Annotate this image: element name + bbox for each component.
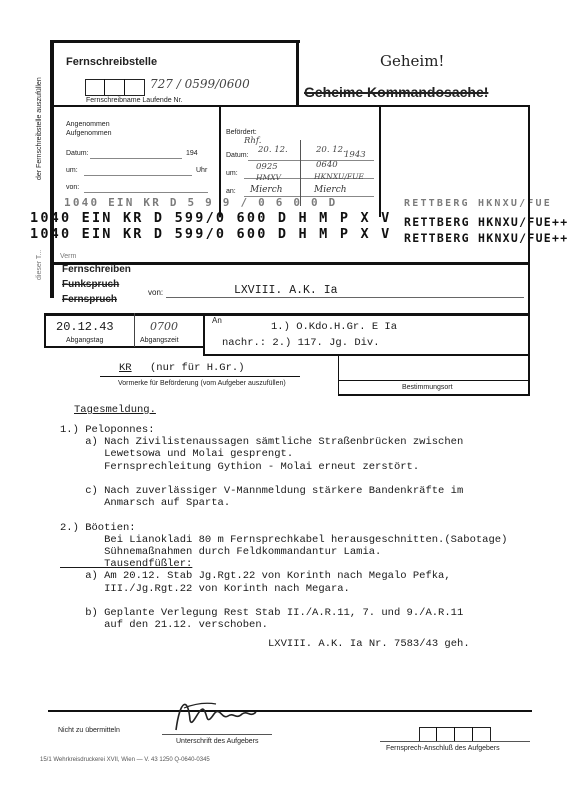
destination-left-border — [338, 354, 339, 394]
received-heading-2: Aufgenommen — [66, 130, 112, 137]
phone-box-divider — [454, 727, 455, 741]
teletype-line-1-left: 1040 EIN KR D 599/0 600 D H M P X V — [30, 210, 392, 226]
body-reference: LXVIII. A.K. Ia Nr. 7583/43 geh. — [268, 638, 470, 650]
left-border — [50, 40, 54, 298]
forwarded-datum-value-2: 20. 12. — [316, 145, 346, 155]
teletype-line-2-left: 1040 EIN KR D 599/0 600 D H M P X V — [30, 226, 392, 242]
forwarded-right-border — [379, 107, 381, 217]
received-heading-1: Angenommen — [66, 121, 110, 128]
remarks-caption: Vormerke für Beförderung (vom Aufgeber auszufüllen) — [118, 380, 286, 387]
received-year-label: 194 — [186, 150, 198, 157]
dispatch-divider — [134, 313, 135, 347]
office-title: Fernschreibstelle — [66, 56, 158, 68]
dispatch-right-divider — [203, 313, 205, 356]
dispatch-time-caption: Abgangszeit — [140, 337, 179, 344]
phone-box-divider — [436, 727, 437, 741]
footer-top-line — [48, 710, 532, 712]
body-line: b) Geplante Verlegung Rest Stab II./A.R.11, 7. und 9./A.R.11 — [60, 607, 464, 619]
remarks-priority: KR — [119, 362, 132, 374]
footer-phone-caption: Fernsprech-Anschluß des Aufgebers — [386, 745, 500, 752]
sender-label-3: Fernspruch — [62, 294, 118, 305]
dispatch-recipient-1: 1.) O.Kdo.H.Gr. E Ia — [271, 321, 398, 333]
forwarded-datum-line — [248, 160, 374, 161]
dispatch-an-label: An — [212, 316, 222, 325]
phone-line — [380, 741, 530, 742]
forwarded-heading: Befördert: — [226, 129, 257, 136]
sender-label-1: Fernschreiben — [62, 264, 131, 275]
body-line: Anmarsch auf Sparta. — [60, 497, 231, 510]
dispatch-time: 0700 — [150, 320, 178, 333]
forwarded-um-value-1: 0925 — [256, 162, 278, 172]
sender-value: LXVIII. A.K. Ia — [234, 284, 338, 297]
classification-struck: Geheime Kommandosache! — [304, 84, 489, 100]
received-um-label: um: — [66, 167, 78, 174]
received-von-label: von: — [66, 184, 80, 191]
received-datum-label: Datum: — [66, 150, 89, 157]
body-line: Fernsprechleitung Gythion - Molai erneut zerstört. — [60, 460, 420, 473]
received-um-line — [84, 175, 192, 176]
teletype-ghost-left: 1040 EIN KR D 5 9 9 / 0 6 0 0 D — [64, 196, 338, 209]
destination-line — [338, 380, 530, 381]
forwarded-an-value-1: Mierch — [250, 185, 283, 195]
signature — [170, 690, 260, 738]
remarks-note: (nur für H.Gr.) — [150, 362, 245, 374]
footer-signature-caption: Unterschrift des Aufgebers — [176, 738, 259, 745]
title-box-right — [296, 40, 299, 105]
body-line: Sühnemaßnahmen durch Feldkommandantur Lamia. — [60, 546, 382, 558]
serial-box-group — [85, 79, 145, 96]
serial-caption: Fernschreibname Laufende Nr. — [86, 97, 183, 104]
dispatch-right-border — [528, 313, 530, 395]
top-border — [50, 40, 300, 43]
sender-von-line — [166, 297, 524, 298]
destination-bottom-line — [338, 394, 530, 396]
serial-box-divider — [124, 79, 125, 95]
received-datum-line — [90, 158, 182, 159]
forwarded-um-label: um: — [226, 170, 238, 177]
forwarded-year-value: 1943 — [344, 150, 366, 160]
body-line: Bei Lianokladi 80 m Fernsprechkabel herausgeschnitten.(Sabotage) — [60, 533, 508, 546]
dispatch-bottom-right-line — [203, 354, 530, 356]
sender-label-2: Funkspruch — [62, 279, 120, 290]
footer-printer-line: 15/1 Wehrkreisdruckerei XVII, Wien — V. 43 1250 Q-0640-0345 — [40, 757, 210, 763]
forwarded-um-value-2: 0640 — [316, 160, 338, 170]
forwarded-datum-value-1: 20. 12. — [258, 145, 288, 155]
signature-line — [162, 734, 272, 735]
body-title: Tagesmeldung. — [74, 404, 156, 416]
forwarded-an-value-2: Mierch — [314, 185, 347, 195]
received-uhr-label: Uhr — [196, 167, 208, 174]
dispatch-date: 20.12.43 — [56, 320, 114, 334]
dispatch-recipient-2: nachr.: 2.) 117. Jg. Div. — [222, 337, 380, 349]
sender-von-label: von: — [148, 288, 164, 297]
teletype-ghost-right: RETTBERG HKNXU/FUE — [404, 198, 552, 209]
dispatch-top-line — [44, 313, 530, 316]
side-text-lower: dieser T... — [36, 249, 43, 280]
teletype-line-1-right: RETTBERG HKNXU/FUE++ — [404, 215, 569, 229]
footer-not-transmit: Nicht zu übermitteln — [58, 727, 120, 734]
body-line: a) Nach Zivilistenaussagen sämtliche Straßenbrücken zwischen — [60, 436, 464, 449]
remarks-underline — [100, 376, 300, 377]
serial-handwritten: 727 / 0599/0600 — [150, 77, 250, 91]
teletype-line-2-right: RETTBERG HKNXU/FUE++ — [404, 231, 569, 245]
side-text: der Fernschreibstelle auszufüllen — [36, 77, 43, 180]
body-line: Lewetsowa und Molai gesprengt. — [60, 448, 294, 461]
dispatch-left-border — [44, 313, 46, 348]
body-line: 2.) Böotien: — [60, 521, 136, 534]
forwarded-code-2: HKNXU/FUE — [314, 172, 364, 181]
forwarded-an-label: an: — [226, 188, 236, 195]
phone-box-divider — [472, 727, 473, 741]
forwarded-code-1: HMXV — [256, 173, 281, 182]
destination-caption: Bestimmungsort — [402, 384, 453, 391]
phone-box-group — [419, 727, 491, 742]
dispatch-bottom-line — [44, 346, 204, 348]
body-line: III./Jg.Rgt.22 von Korinth nach Megara. — [60, 582, 350, 595]
teletype-vermerk: Verm — [60, 253, 77, 260]
body-line: 1.) Peloponnes: — [60, 424, 155, 436]
dispatch-date-caption: Abgangstag — [66, 337, 104, 344]
right-border — [528, 105, 530, 313]
received-von-line — [84, 192, 208, 193]
body-line: c) Nach zuverlässiger V-Mannmeldung stärkere Bandenkräfte im — [60, 485, 464, 497]
classification-handwritten: Geheim! — [380, 52, 445, 70]
body-line: a) Am 20.12. Stab Jg.Rgt.22 von Korinth nach Megalo Pefka, — [60, 570, 451, 583]
serial-box-divider — [104, 79, 105, 95]
forwarded-scribble: Rhf. — [244, 136, 262, 146]
header-bottom-line — [54, 105, 530, 107]
body-line: auf den 21.12. verschoben. — [60, 619, 268, 632]
body-line: Tausendfüßler: — [60, 558, 193, 571]
forwarded-datum-label: Datum: — [226, 152, 249, 159]
